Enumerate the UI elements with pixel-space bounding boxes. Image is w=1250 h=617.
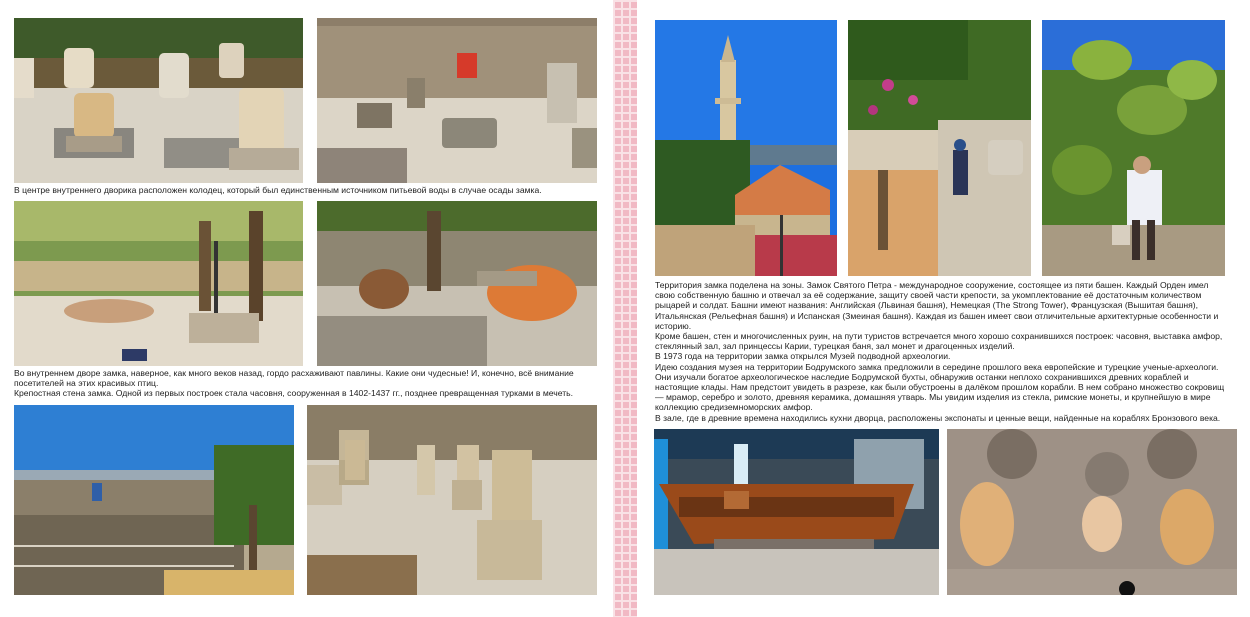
photo-amphorae-shade (317, 201, 597, 366)
photo-column-capitals (14, 18, 303, 183)
photo-inscribed-stones (307, 405, 597, 595)
left-page (0, 0, 613, 617)
photo-courtyard-red-door (317, 18, 597, 183)
book-spine (613, 0, 637, 617)
text-paragraph-museum-idea: Идею создания музея на территории Бодрумского замка предложили в середине прошлого века европейские и турецкие ученые-археологи. Они изучали богатое археологическое наследие Бодрумской бухты, обнаружив останки неплохо сохранившихся древних кораблей и настоящие клады. Нам предстоит увидеть в разрезе, как были обустроены в далёком прошлом корабли. В нем собрано множество сокровищ — мрамор, серебро и золото, древняя керамика, домашняя утварь. Мы увидим изделия из стекла, римские монеты, и крупнейшую в мире коллекцию средиземноморских амфор. (655, 361, 1225, 413)
photo-ship-model (654, 429, 939, 595)
text-paragraph-towers: Территория замка поделена на зоны. Замок Святого Петра - международное сооружение, состоящее из пяти башен. Каждый Орден имел свою собственную башню и отвечал за её содержание, защиту своей части крепости, за укомплектование её достаточным количеством рыцарей и солдат. Башни имеют названия: Английская (Львиная башня), Немецкая (The Strong Tower), Французская (Вышитая башня), Итальянская (Рельефная башня) и Испанская (Змеиная башня). Каждая из башен имеет свои отличительные архитектурные особенности и историю. (655, 280, 1219, 331)
text-paragraph-buildings: Кроме башен, стен и многочисленных руин, на пути туристов встречается много хорошо сохранившихся построек: часовня, выставка амфор, стеклянный зал, зал принцессы Карии, турецкая баня, зал монет и драгоценных изделий. (655, 331, 1223, 352)
photo-garden-cannonballs (14, 201, 303, 366)
photo-peacock (848, 20, 1031, 276)
text-paragraph-kitchen-hall: В зале, где в древние времена находились кухни дворца, расположены экспонаты и ценные вещи, найденные на кораблях Бронзового века. (655, 412, 1221, 423)
caption-well: В центре внутреннего дворика расположен колодец, который был единственным источником питьевой воды в случае осады замка. (14, 185, 542, 195)
caption-peacocks: Во внутреннем дворе замка, наверное, как много веков назад, гордо расхаживают павлины. Какие они чудесные! И, конечно, всё внимание посетителей на этих красивых птиц. (14, 368, 574, 389)
photo-cactus-visitor (1042, 20, 1225, 276)
caption-block-peacocks (14, 368, 604, 399)
museum-description (655, 280, 1230, 423)
photo-fortress-wall (14, 405, 294, 595)
right-page (637, 0, 1250, 617)
photo-minaret (655, 20, 837, 276)
caption-fortress-wall: Крепостная стена замка. Одной из первых построек стала часовня, сооруженная в 1402-1437 гг., позднее превращенная турками в мечеть. (14, 388, 574, 399)
photo-amphorae-display (947, 429, 1237, 595)
text-paragraph-museum-opening: В 1973 года на территории замка открылся Музей подводной археологии. (655, 351, 951, 362)
